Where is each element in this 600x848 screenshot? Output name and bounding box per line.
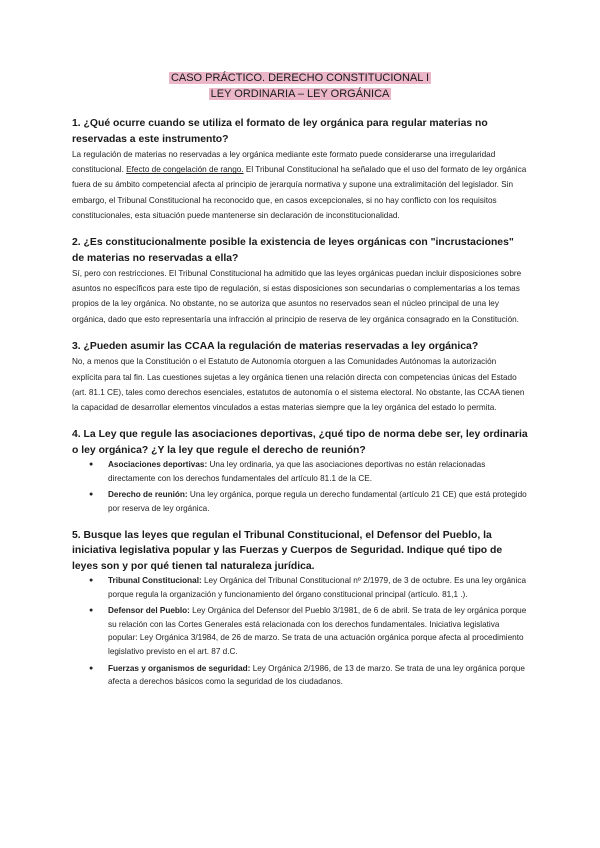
section-4 [72, 427, 528, 515]
list-item-label: Defensor del Pueblo: [108, 606, 190, 616]
document-title [72, 70, 528, 102]
list-item [108, 604, 528, 658]
list-item-text: Ley Orgánica del Defensor del Pueblo 3/1981, de 6 de abril. Se trata de ley orgánica porque su relación con las Cortes Generales está relacionada con los derechos fundamentales. Iniciativa legislativa popular: Ley Orgánica 3/1984, de 26 de marzo. Se trata de una actuación orgánica porque afecta al procedimiento legislativo previsto en el art. 87 d.C. [108, 606, 527, 656]
answer-3: No, a menos que la Constitución o el Estatuto de Autonomía otorguen a las Comunidades Autónomas la autorización explícita para tal fin. Las cuestiones sujetas a ley orgánica tienen una relación directa con competencias únicas del Estado (art. 81.1 CE), tales como derechos esenciales, estatutos de autonomía o el sistema electoral. No obstante, las CCAA tienen la capacidad de desarrollar elementos vinculados a estas materias siempre que la ley orgánica del estado lo permita. [72, 357, 525, 412]
list-item-label: Tribunal Constitucional: [108, 576, 202, 586]
question-2: 2. ¿Es constitucionalmente posible la existencia de leyes orgánicas con "incrustaciones" de materias no reservadas a ella? [72, 237, 514, 264]
list-item [108, 488, 528, 515]
answer-2: Sí, pero con restricciones. El Tribunal Constitucional ha admitido que las leyes orgánicas puedan incluir disposiciones sobre asuntos no específicos para este tipo de regulación, si estas disposiciones son secundarias o complementarias a los temas propios de la ley orgánica. No obstante, no se autoriza que asuntos no reservados sean el núcleo principal de una ley orgánica, dado que esto representaría una infracción al principio de reserva de ley orgánica consagrado en la Constitución. [72, 269, 522, 324]
list-item-text: Ley Orgánica del Tribunal Constitucional nº 2/1979, de 3 de octubre. Es una ley orgánica porque regula la organización y funcionamiento del órgano constitucional principal (artículo. 81,1 .). [108, 576, 527, 599]
answer-1-underlined: Efecto de congelación de rango. [126, 165, 244, 175]
section-5 [72, 528, 528, 689]
list-item-label: Fuerzas y organismos de seguridad: [108, 663, 251, 673]
bullet-list-5 [72, 574, 528, 689]
answer-1-part-b: El Tribunal Constitucional ha señalado que el uso del formato de ley orgánica fuera de su ámbito competencial afecta al principio de jerarquía normativa y supone una extralimitación del legislador. Sin embargo, el Tribunal Constitucional ha reconocido que, en casos excepcionales, si no hay conflicto con los requisitos constitucionales, esta situación puede mantenerse sin declaración de inconstitucionalidad. [72, 165, 527, 220]
list-item [108, 458, 528, 485]
bullet-list-4 [72, 458, 528, 515]
list-item-label: Derecho de reunión: [108, 490, 188, 500]
list-item-text: Ley Orgánica 2/1986, de 13 de marzo. Se trata de una ley orgánica porque afecta a derechos básicos como la seguridad de los ciudadanos. [108, 663, 525, 687]
title-line-2: LEY ORDINARIA – LEY ORGÁNICA [210, 88, 390, 100]
answer-1-part-a: La regulación de materias no reservadas a ley orgánica mediante este formato puede considerarse una irregularidad constitucional. [72, 150, 496, 175]
question-1: 1. ¿Qué ocurre cuando se utiliza el formato de ley orgánica para regular materias no reservadas a este instrumento? [72, 118, 488, 145]
title-line-1: CASO PRÁCTICO. DERECHO CONSTITUCIONAL I [170, 72, 430, 84]
section-2 [72, 235, 528, 327]
question-5: 5. Busque las leyes que regulan el Tribunal Constitucional, el Defensor del Pueblo, la iniciativa legislativa popular y las Fuerzas y Cuerpos de Seguridad. Indique qué tipo de leyes son y por qué tienen tal naturaleza jurídica. [72, 529, 503, 572]
question-3: 3. ¿Pueden asumir las CCAA la regulación de materias reservadas a ley orgánica? [72, 340, 479, 352]
section-3 [72, 339, 528, 415]
answer-1 [72, 147, 528, 223]
list-item-text: Una ley orgánica, porque regula un derecho fundamental (artículo 21 CE) que está protegido por reserva de ley orgánica. [108, 490, 527, 513]
list-item-text: Una ley ordinaria, ya que las asociaciones deportivas no están relacionadas directamente con los derechos fundamentales del artículo 81.1 de la CE. [108, 460, 486, 483]
list-item [108, 574, 528, 601]
list-item-label: Asociaciones deportivas: [108, 460, 208, 470]
question-4: 4. La Ley que regule las asociaciones deportivas, ¿qué tipo de norma debe ser, ley ordinaria o ley orgánica? ¿Y la ley que regule el derecho de reunión? [72, 429, 528, 456]
section-1 [72, 116, 528, 223]
list-item [108, 662, 528, 689]
